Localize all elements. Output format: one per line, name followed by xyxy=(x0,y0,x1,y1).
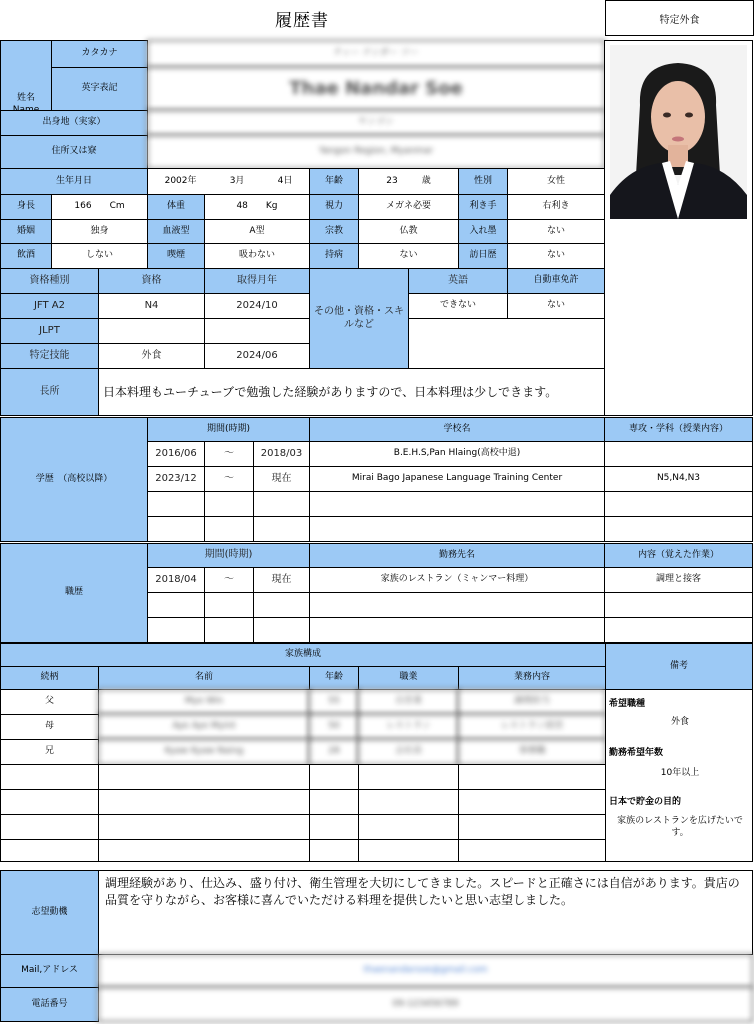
height-label: 身長 xyxy=(0,194,52,220)
marital-label: 婚姻 xyxy=(0,219,52,244)
edu-empty-cell xyxy=(253,491,310,517)
work-content: 調理と接客 xyxy=(604,567,753,593)
illness-value: ない xyxy=(358,243,459,269)
family-name: Kyaw Kyaw Naing xyxy=(98,739,310,765)
qual-row-date: 2024/06 xyxy=(204,343,310,369)
height-value xyxy=(51,194,148,220)
age-value xyxy=(358,168,459,195)
gender-value: 女性 xyxy=(507,168,605,195)
license-value: ない xyxy=(507,293,605,319)
edu-major-header: 専攻・学科（授業内容） xyxy=(604,417,753,442)
marital-value: 独身 xyxy=(51,219,148,244)
work-to: 現在 xyxy=(253,567,310,593)
gender-label: 性別 xyxy=(458,168,508,195)
hand-label: 利き手 xyxy=(458,194,508,220)
edu-sep: ～ xyxy=(204,466,254,492)
other-skills-label: その他・資格・スキルなど xyxy=(309,268,409,369)
saving-purpose-value: 家族のレストランを広げたいです。 xyxy=(617,816,743,839)
family-empty-cell xyxy=(358,764,459,790)
remarks-label: 備考 xyxy=(605,643,753,690)
height-unit: Cm xyxy=(109,201,125,212)
family-empty-cell xyxy=(0,814,99,840)
work-empty-cell xyxy=(204,592,254,618)
motivation-label: 志望動機 xyxy=(0,870,99,955)
qual-row-type: 特定技能 xyxy=(0,343,99,369)
work-empty-cell xyxy=(253,617,310,643)
education-label: 学歴 （高校以降） xyxy=(0,417,148,542)
family-relation: 父 xyxy=(0,689,99,715)
edu-sep: ～ xyxy=(204,441,254,467)
family-empty-cell xyxy=(309,814,359,840)
visit-label: 訪日歴 xyxy=(458,243,508,269)
work-sep: ～ xyxy=(204,567,254,593)
family-empty-cell xyxy=(309,789,359,815)
english-value: できない xyxy=(408,293,508,319)
edu-to: 2018/03 xyxy=(253,441,310,467)
smoke-value: 吸わない xyxy=(204,243,310,269)
edu-school: Mirai Bago Japanese Language Training Center xyxy=(309,466,605,492)
family-name-header: 名前 xyxy=(98,666,310,690)
qual-date-header: 取得月年 xyxy=(204,268,310,294)
work-empty-cell xyxy=(147,617,205,643)
family-empty-cell xyxy=(358,839,459,862)
qual-row-type: JFT A2 xyxy=(0,293,99,319)
drink-value: しない xyxy=(51,243,148,269)
birthplace-label: 出身地（実家） xyxy=(0,110,148,136)
age-unit: 歳 xyxy=(421,175,431,186)
english-name-label: 英字表記 xyxy=(51,67,148,111)
edu-empty-cell xyxy=(604,516,753,542)
edu-from: 2016/06 xyxy=(147,441,205,467)
tattoo-value: ない xyxy=(507,219,605,244)
family-empty-cell xyxy=(98,814,310,840)
qual-header: 資格 xyxy=(98,268,205,294)
page-title: 履歴書 xyxy=(275,10,329,31)
edu-empty-cell xyxy=(204,516,254,542)
family-empty-cell xyxy=(0,839,99,862)
edu-empty-cell xyxy=(204,491,254,517)
family-empty-cell xyxy=(0,764,99,790)
mail-value: thaenandarsoe@gmail.com xyxy=(98,954,753,988)
weight-label: 体重 xyxy=(147,194,205,220)
family-empty-cell xyxy=(98,789,310,815)
edu-empty-cell xyxy=(309,516,605,542)
family-duty: 事務職 xyxy=(458,739,606,765)
weight-unit: Kg xyxy=(265,201,278,212)
work-empty-cell xyxy=(604,617,753,643)
family-job: 自営業 xyxy=(358,689,459,715)
edu-to: 現在 xyxy=(253,466,310,492)
qual-row-qual xyxy=(98,318,205,344)
family-job: 会社員 xyxy=(358,739,459,765)
family-empty-cell xyxy=(458,789,606,815)
edu-empty-cell xyxy=(147,516,205,542)
height-number: 166 xyxy=(74,201,92,212)
phone-value: 09-123456789 xyxy=(98,987,753,1022)
desired-years-label: 勤務希望年数 xyxy=(609,748,664,758)
name-label: 姓名 xyxy=(0,40,52,169)
edu-school-header: 学校名 xyxy=(309,417,605,442)
religion-value: 仏教 xyxy=(358,219,459,244)
visa-type-label: 特定外食 xyxy=(605,0,754,36)
vision-label: 視力 xyxy=(309,194,359,220)
saving-purpose-label: 日本で貯金の目的 xyxy=(609,797,682,807)
edu-empty-cell xyxy=(147,491,205,517)
mail-label: Mail,アドレス xyxy=(0,954,99,988)
work-empty-cell xyxy=(309,617,605,643)
age-label: 年齢 xyxy=(309,168,359,195)
qual-row-qual: N4 xyxy=(98,293,205,319)
family-label: 家族構成 xyxy=(0,643,606,667)
english-name-value: Thae Nandar Soe xyxy=(147,67,605,111)
edu-school: B.E.H.S,Pan Hlaing(高校中退) xyxy=(309,441,605,467)
qual-type-header: 資格種別 xyxy=(0,268,99,294)
address-label: 住所又は寮 xyxy=(0,135,148,169)
illness-label: 持病 xyxy=(309,243,359,269)
smoke-label: 喫煙 xyxy=(147,243,205,269)
work-period-header: 期間(時期) xyxy=(147,543,310,568)
qual-row-type: JLPT xyxy=(0,318,99,344)
family-empty-cell xyxy=(358,814,459,840)
birthplace-value: ヤンゴン xyxy=(147,110,605,136)
work-from: 2018/04 xyxy=(147,567,205,593)
work-empty-cell xyxy=(204,617,254,643)
address-value: Yangon Region, Myanmar xyxy=(147,135,605,169)
family-duty: レストラン経営 xyxy=(458,714,606,740)
edu-empty-cell xyxy=(253,516,310,542)
edu-empty-cell xyxy=(309,491,605,517)
strength-text: 日本料理もユーチューブで勉強した経験がありますので、日本料理は少しできます。 xyxy=(98,368,605,416)
vision-value: メガネ必要 xyxy=(358,194,459,220)
family-empty-cell xyxy=(309,764,359,790)
family-empty-cell xyxy=(98,764,310,790)
weight-number: 48 xyxy=(236,201,248,212)
work-label: 職歴 xyxy=(0,543,148,643)
edu-major: N5,N4,N3 xyxy=(604,466,753,492)
family-relation: 母 xyxy=(0,714,99,740)
work-empty-cell xyxy=(309,592,605,618)
work-company-header: 勤務先名 xyxy=(309,543,605,568)
edu-major xyxy=(604,441,753,467)
work-empty-cell xyxy=(604,592,753,618)
dob-value xyxy=(147,168,310,195)
family-age-header: 年齢 xyxy=(309,666,359,690)
family-age: 28 xyxy=(309,739,359,765)
work-empty-cell xyxy=(253,592,310,618)
dob-month: 3月 xyxy=(229,175,245,186)
blood-value: A型 xyxy=(204,219,310,244)
katakana-label: カタカナ xyxy=(51,40,148,68)
family-empty-cell xyxy=(309,839,359,862)
family-empty-cell xyxy=(458,764,606,790)
motivation-text: 調理経験があり、仕込み、盛り付け、衛生管理を大切にしてきました。スピードと正確さには自信があります。貴店の品質を守りながら、お客様に喜んでいただける料理を提供したいと思い志望しました。 xyxy=(98,870,753,955)
desired-job-value: 外食 xyxy=(670,717,689,727)
family-empty-cell xyxy=(458,839,606,862)
work-empty-cell xyxy=(147,592,205,618)
blood-label: 血液型 xyxy=(147,219,205,244)
strength-label: 長所 xyxy=(0,368,99,416)
dob-year: 2002年 xyxy=(164,175,197,186)
other-skills-value xyxy=(408,318,605,369)
dob-label: 生年月日 xyxy=(0,168,148,195)
drink-label: 飲酒 xyxy=(0,243,52,269)
family-age: 55 xyxy=(309,689,359,715)
family-job: レストラン xyxy=(358,714,459,740)
dob-day: 4日 xyxy=(277,175,293,186)
family-relation-header: 続柄 xyxy=(0,666,99,690)
family-empty-cell xyxy=(0,789,99,815)
applicant-photo xyxy=(610,45,747,219)
desired-years-value: 10年以上 xyxy=(660,768,700,778)
work-company: 家族のレストラン（ミャンマー料理） xyxy=(309,567,605,593)
family-empty-cell xyxy=(358,789,459,815)
family-empty-cell xyxy=(98,839,310,862)
license-header: 自動車免許 xyxy=(507,268,605,294)
edu-from: 2023/12 xyxy=(147,466,205,492)
family-name: Aye Aye Myint xyxy=(98,714,310,740)
edu-empty-cell xyxy=(604,491,753,517)
family-relation: 兄 xyxy=(0,739,99,765)
qual-row-date: 2024/10 xyxy=(204,293,310,319)
family-empty-cell xyxy=(458,814,606,840)
visit-value: ない xyxy=(507,243,605,269)
katakana-value: ティー ナンダー ソー xyxy=(147,40,605,68)
family-duty: 調理担当 xyxy=(458,689,606,715)
desired-job-label: 希望職種 xyxy=(609,699,646,709)
tattoo-label: 入れ墨 xyxy=(458,219,508,244)
family-name: Myo Win xyxy=(98,689,310,715)
qual-row-qual: 外食 xyxy=(98,343,205,369)
english-header: 英語 xyxy=(408,268,508,294)
age-number: 23 xyxy=(386,175,398,186)
phone-label: 電話番号 xyxy=(0,987,99,1022)
family-duty-header: 業務内容 xyxy=(458,666,606,690)
work-content-header: 内容（覚えた作業） xyxy=(604,543,753,568)
family-age: 50 xyxy=(309,714,359,740)
edu-period-header: 期間(時期) xyxy=(147,417,310,442)
weight-value xyxy=(204,194,310,220)
qual-row-date xyxy=(204,318,310,344)
religion-label: 宗教 xyxy=(309,219,359,244)
hand-value: 右利き xyxy=(507,194,605,220)
family-job-header: 職業 xyxy=(358,666,459,690)
